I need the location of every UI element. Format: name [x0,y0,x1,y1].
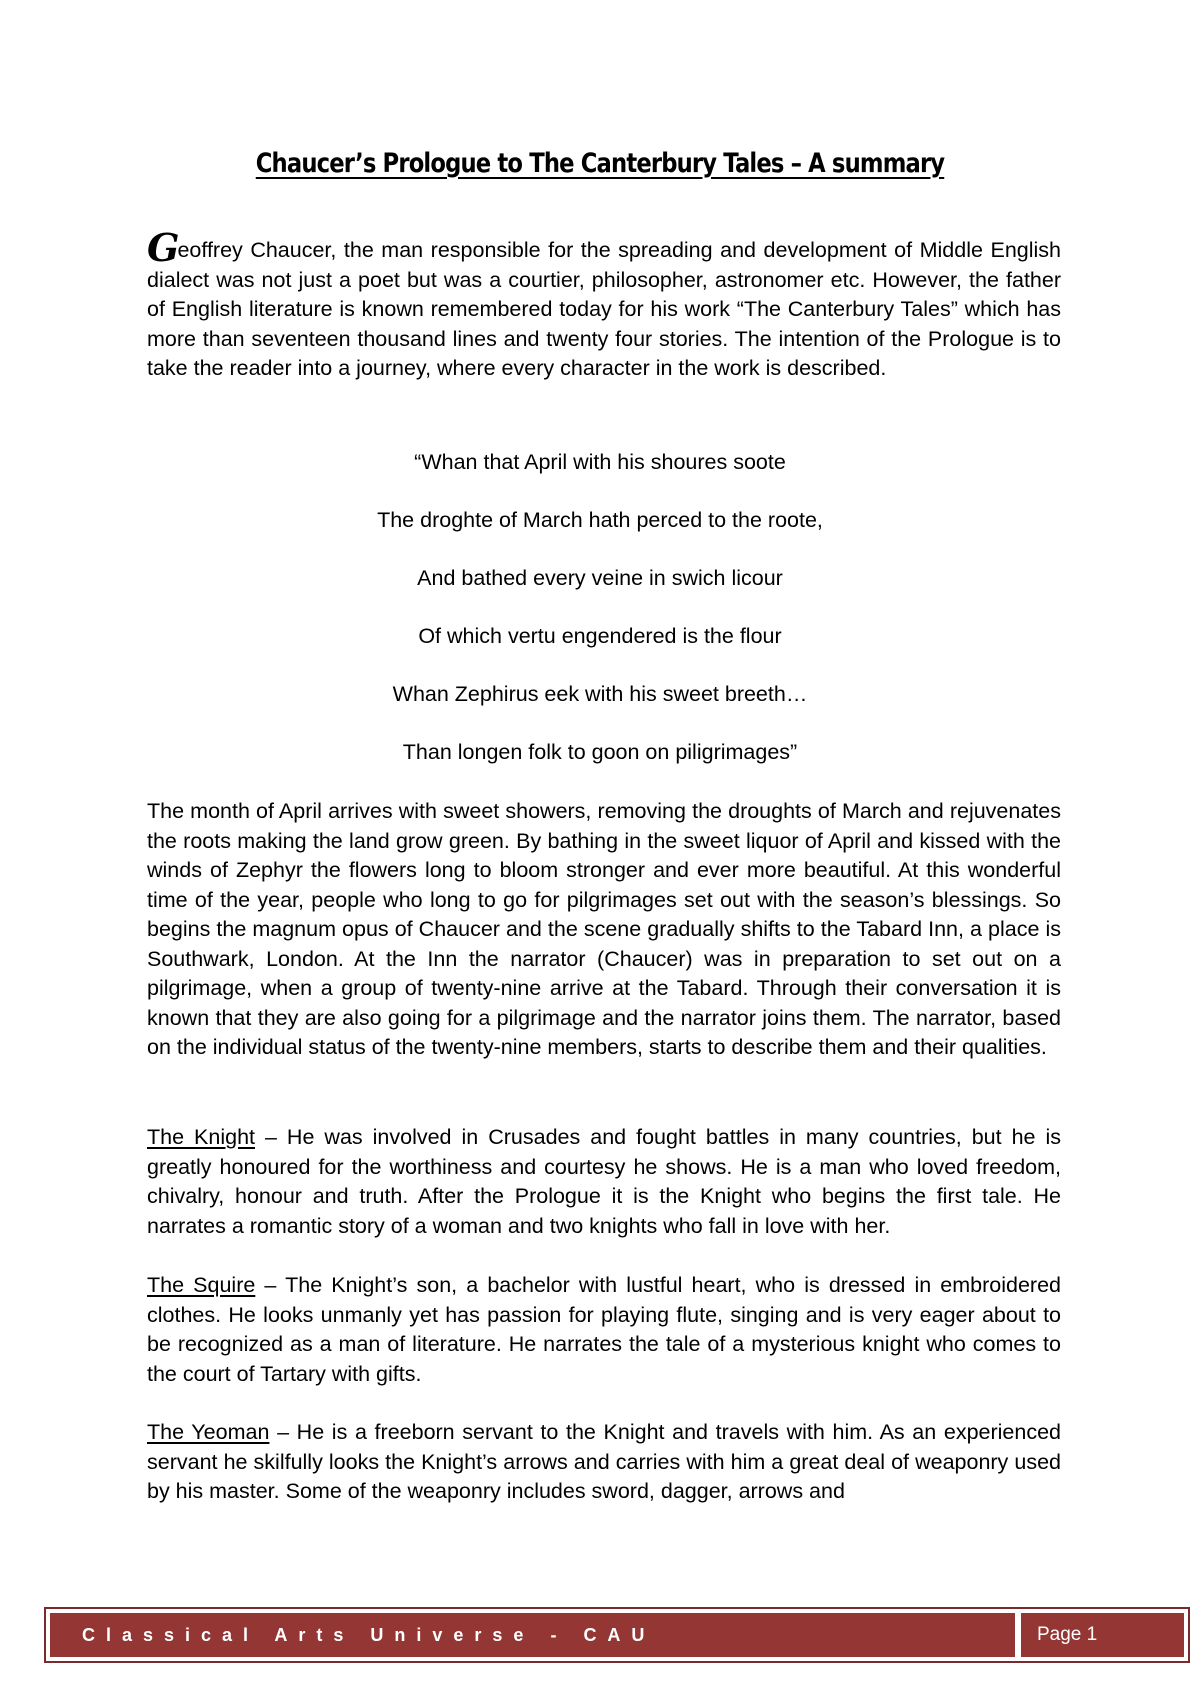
verse-line: Whan Zephirus eek with his sweet breeth… [392,682,808,706]
character-description: – He was involved in Crusades and fought battles in many countries, but he is greatly honoured for the worthiness and courtesy he shows. He is a man who loved freedom, chivalry, honour and truth. After the Prologue it is the Knight who begins the first tale. He narrates a romantic story of a woman and two knights who fall in love with her. [147,1125,1061,1238]
footer-site-name: Classical Arts Universe - CAU [50,1613,1015,1657]
dropcap-letter: G [147,225,178,270]
verse-line: “Whan that April with his shoures soote [414,450,786,474]
verse-line: Of which vertu engendered is the flour [418,624,782,648]
verse-line: The droghte of March hath perced to the roote, [377,508,823,532]
intro-text: eoffrey Chaucer, the man responsible for the spreading and development of Middle English dialect was not just a poet but was a courtier, philosopher, astronomer etc. However, the father of English literature is known remembered today for his work “The Canterbury Tales” which has more than seventeen thousand lines and twenty four stories. The intention of the Prologue is to take the reader into a journey, where every character in the work is described. [147,238,1061,380]
character-description: – He is a freeborn servant to the Knight and travels with him. As an experienced servant he skilfully looks the Knight’s arrows and carries with him a great deal of weaponry used by his master. Some of the weaponry includes sword, dagger, arrows and [147,1420,1061,1503]
character-name: The Yeoman [147,1420,270,1444]
character-name: The Squire [147,1273,256,1297]
document-title: Chaucer’s Prologue to The Canterbury Tales – A summary [255,148,945,179]
character-name: The Knight [147,1125,255,1149]
verse-line: And bathed every veine in swich licour [417,566,783,590]
character-squire [147,1271,1061,1389]
april-paragraph: The month of April arrives with sweet showers, removing the droughts of March and rejuvenates the roots making the land grow green. By bathing in the sweet liquor of April and kissed with the winds of Zephyr the flowers long to bloom stronger and ever more beautiful. At this wonderful time of the year, people who long to go for pilgrimages set out with the season’s blessings. So begins the magnum opus of Chaucer and the scene gradually shifts to the Tabard Inn, a place is Southwark, London. At the Inn the narrator (Chaucer) was in preparation to set out on a pilgrimage, when a group of twenty-nine arrive at the Tabard. Through their conversation it is known that they are also going for a pilgrimage and the narrator joins them. The narrator, based on the individual status of the twenty-nine members, starts to describe them and their qualities. [147,799,1061,1059]
character-yeoman [147,1418,1061,1507]
intro-paragraph [147,225,1061,384]
character-knight [147,1123,1061,1241]
footer-page-number: Page 1 [1021,1613,1184,1657]
character-description: – The Knight’s son, a bachelor with lustful heart, who is dressed in embroidered clothes. He looks unmanly yet has passion for playing flute, singing and is very eager about to be recognized as a man of literature. He narrates the tale of a mysterious knight who comes to the court of Tartary with gifts. [147,1273,1061,1386]
verse-line: Than longen folk to goon on piligrimages” [402,740,798,764]
page-footer [44,1607,1190,1663]
